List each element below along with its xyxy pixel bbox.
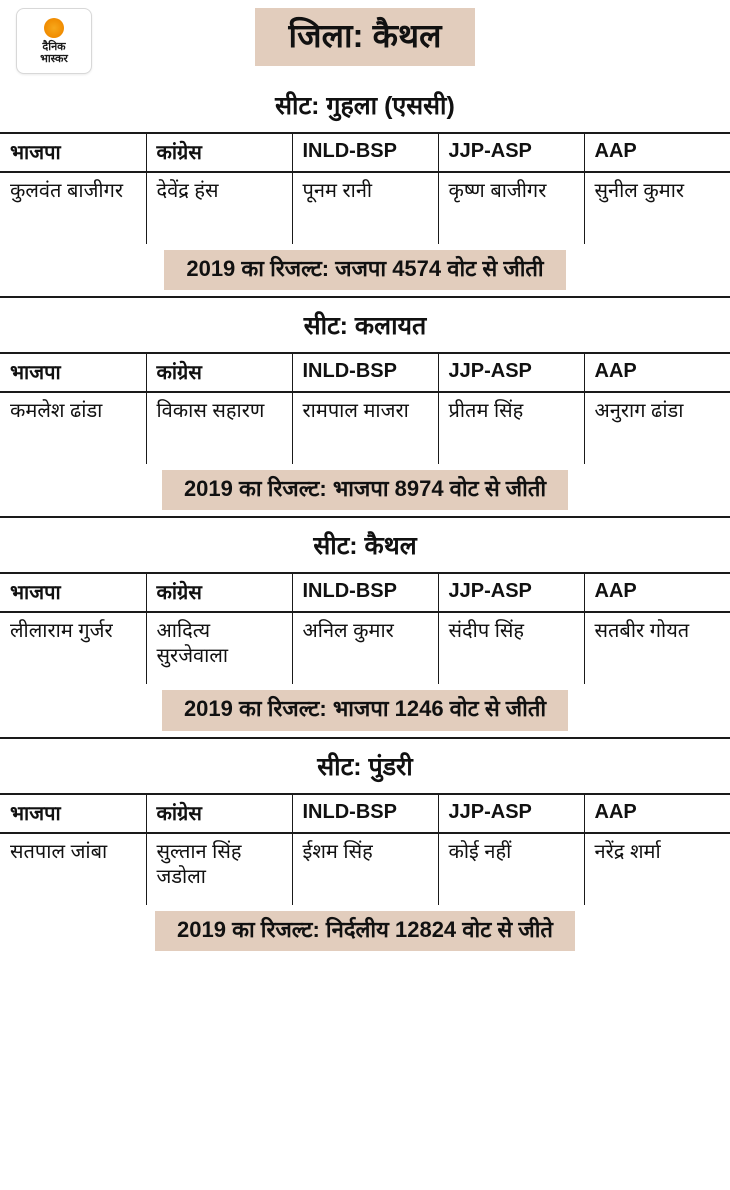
table-row <box>0 392 730 464</box>
column-header-inld-bsp: INLD-BSP <box>292 133 438 172</box>
section-divider <box>0 516 730 518</box>
result-row <box>0 905 730 951</box>
table-header-row <box>0 353 730 392</box>
candidate-congress: देवेंद्र हंस <box>146 172 292 244</box>
column-header-aap: AAP <box>584 133 730 172</box>
seat-title: सीट: कैथल <box>313 532 417 561</box>
seat-title: सीट: पुंडरी <box>317 752 413 781</box>
table-header-row <box>0 794 730 833</box>
result-badge: 2019 का रिजल्ट: भाजपा 8974 वोट से जीती <box>162 470 568 510</box>
column-header-bjp: भाजपा <box>0 353 146 392</box>
candidate-congress: विकास सहारण <box>146 392 292 464</box>
candidates-table <box>0 793 730 905</box>
candidate-bjp: कमलेश ढांडा <box>0 392 146 464</box>
candidate-inld-bsp: पूनम रानी <box>292 172 438 244</box>
result-row <box>0 244 730 290</box>
column-header-congress: कांग्रेस <box>146 353 292 392</box>
page-title: जिला: कैथल <box>255 8 476 66</box>
candidates-table <box>0 572 730 684</box>
column-header-jjp-asp: JJP-ASP <box>438 353 584 392</box>
candidate-jjp-asp: संदीप सिंह <box>438 612 584 684</box>
column-header-jjp-asp: JJP-ASP <box>438 794 584 833</box>
candidate-inld-bsp: अनिल कुमार <box>292 612 438 684</box>
brand-logo-line1: दैनिक <box>42 40 66 53</box>
result-badge: 2019 का रिजल्ट: भाजपा 1246 वोट से जीती <box>162 690 568 730</box>
seat-block <box>0 745 730 951</box>
column-header-jjp-asp: JJP-ASP <box>438 573 584 612</box>
candidate-inld-bsp: रामपाल माजरा <box>292 392 438 464</box>
candidate-jjp-asp: कृष्ण बाजीगर <box>438 172 584 244</box>
candidate-jjp-asp: प्रीतम सिंह <box>438 392 584 464</box>
column-header-congress: कांग्रेस <box>146 133 292 172</box>
candidate-aap: सतबीर गोयत <box>594 620 690 643</box>
table-header-row <box>0 573 730 612</box>
header <box>0 0 730 78</box>
result-row <box>0 464 730 510</box>
result-row <box>0 684 730 730</box>
seat-block <box>0 304 730 518</box>
column-header-aap: AAP <box>584 353 730 392</box>
seat-title: सीट: कलायत <box>303 312 427 341</box>
column-header-inld-bsp: INLD-BSP <box>292 794 438 833</box>
section-divider <box>0 296 730 298</box>
candidate-aap: नरेंद्र शर्मा <box>594 840 661 863</box>
brand-logo <box>16 8 92 74</box>
column-header-aap: AAP <box>584 573 730 612</box>
table-header-row <box>0 133 730 172</box>
column-header-bjp: भाजपा <box>0 573 146 612</box>
candidate-bjp: लीलाराम गुर्जर <box>0 612 146 684</box>
candidates-table <box>0 352 730 464</box>
column-header-bjp: भाजपा <box>0 794 146 833</box>
table-row <box>0 833 730 905</box>
column-header-inld-bsp: INLD-BSP <box>292 573 438 612</box>
table-row <box>0 172 730 244</box>
candidate-bjp: सतपाल जांबा <box>0 833 146 905</box>
column-header-congress: कांग्रेस <box>146 573 292 612</box>
candidate-congress: आदित्य सुरजेवाला <box>146 612 292 684</box>
candidate-aap: अनुराग ढांडा <box>594 400 684 423</box>
sun-icon <box>44 18 64 38</box>
column-header-bjp: भाजपा <box>0 133 146 172</box>
candidate-bjp: कुलवंत बाजीगर <box>0 172 146 244</box>
column-header-aap: AAP <box>584 794 730 833</box>
page-title-wrap <box>92 8 730 66</box>
section-divider <box>0 737 730 739</box>
column-header-congress: कांग्रेस <box>146 794 292 833</box>
result-badge: 2019 का रिजल्ट: जजपा 4574 वोट से जीती <box>164 250 565 290</box>
result-badge: 2019 का रिजल्ट: निर्दलीय 12824 वोट से जीते <box>155 911 575 951</box>
candidate-aap: सुनील कुमार <box>594 180 685 202</box>
candidate-congress: सुल्तान सिंह जडोला <box>146 833 292 905</box>
column-header-inld-bsp: INLD-BSP <box>292 353 438 392</box>
seat-title: सीट: गुहला (एससी) <box>275 92 455 120</box>
table-row <box>0 612 730 684</box>
brand-logo-line2: भास्कर <box>40 52 68 65</box>
seat-block <box>0 84 730 298</box>
candidate-inld-bsp: ईशम सिंह <box>292 833 438 905</box>
candidates-table <box>0 132 730 244</box>
seat-block <box>0 524 730 738</box>
candidate-jjp-asp: कोई नहीं <box>438 833 584 905</box>
column-header-jjp-asp: JJP-ASP <box>438 133 584 172</box>
